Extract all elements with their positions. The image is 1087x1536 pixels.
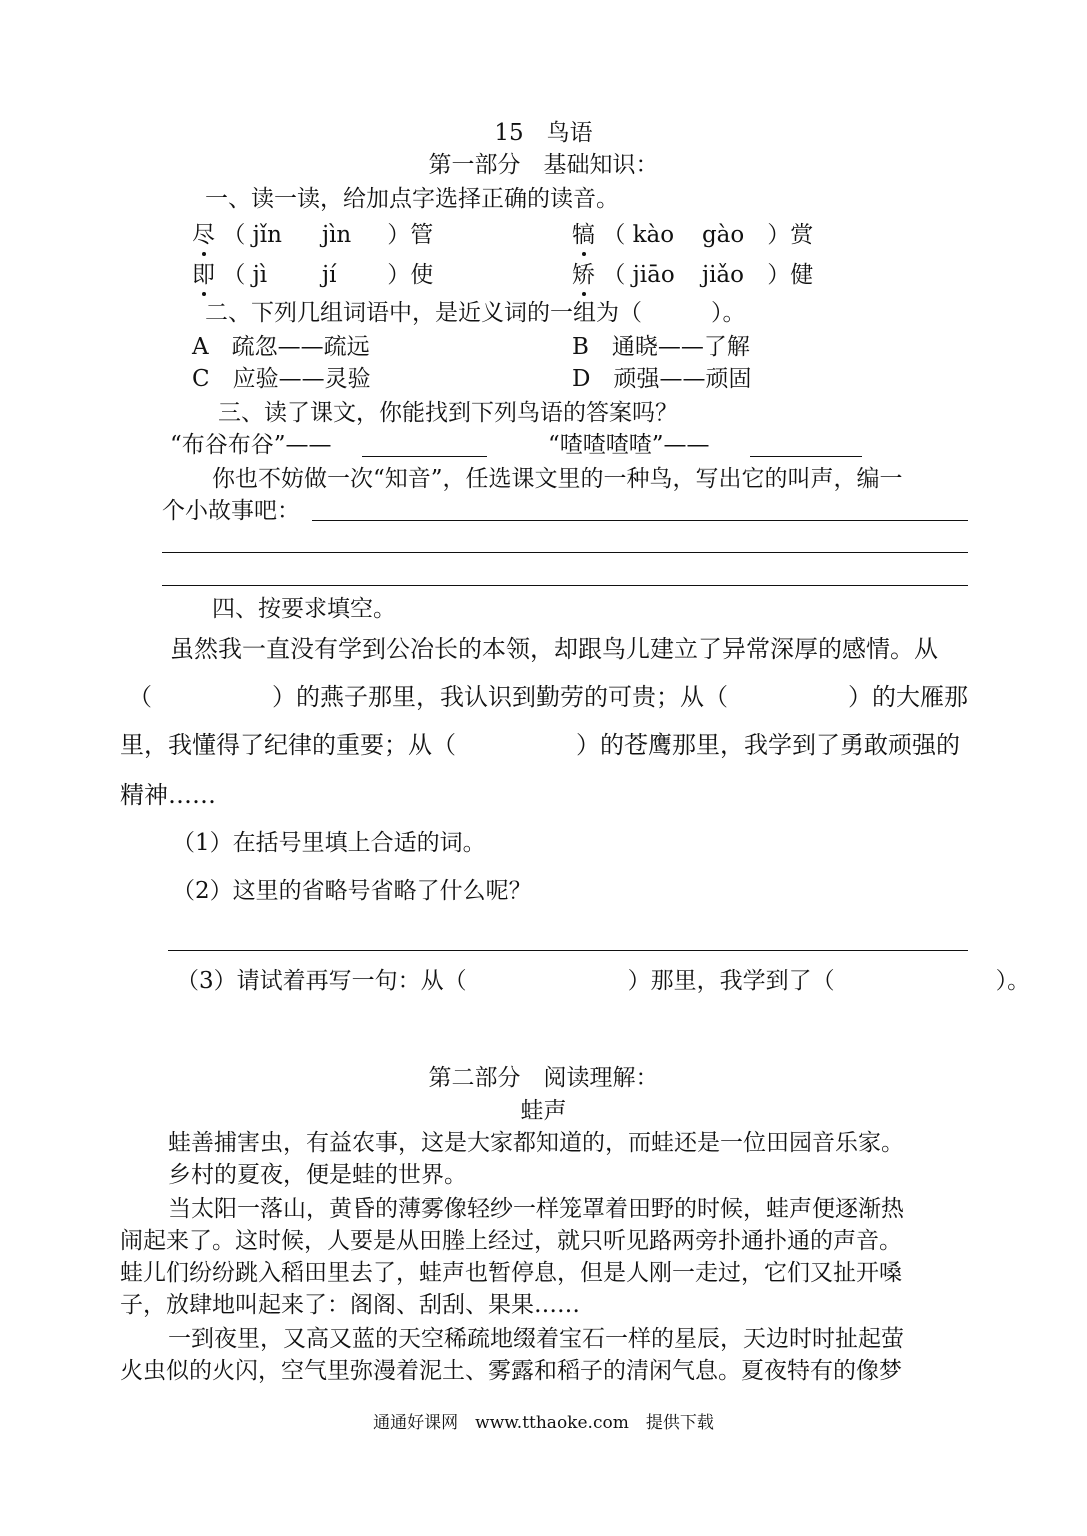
footer-credit: 通通好课网 www.tthaoke.com 提供下载 [373,1413,714,1433]
article-paragraph: 火虫似的火闪，空气里弥漫着泥土、雾露和稻子的清闲气息。夏夜特有的像梦 [120,1358,902,1384]
q1-item-4: 矫 （ jiāo jiǎo ）健 [572,262,814,288]
article-paragraph: 乡村的夏夜，便是蛙的世界。 [168,1162,467,1188]
q2-option-b: B 通晓——了解 [572,334,750,360]
q1-item-1: 尽 （ jǐn jìn ）管 [192,222,434,248]
answer-line-call-2[interactable] [750,456,862,457]
q4-passage-line-1: 虽然我一直没有学到公冶长的本领，却跟鸟儿建立了异常深厚的感情。从 [170,635,938,663]
article-paragraph: 蛙儿们纷纷跳入稻田里去了，蛙声也暂停息，但是人刚一走过，它们又扯开嗓 [120,1260,902,1286]
q1-item-3: 即 （ jì jí ）使 [192,262,434,288]
article-paragraph: 当太阳一落山，黄昏的薄雾像轻纱一样笼罩着田野的时候，蛙声便逐渐热 [168,1196,904,1222]
q4-sub-2: （2）这里的省略号省略了什么呢？ [172,878,532,904]
dotted-char: 即 [192,262,215,288]
q2-option-c: C 应验——灵验 [192,366,371,392]
q4-label: 四、按要求填空。 [212,596,396,622]
q1-label: 一、读一读，给加点字选择正确的读音。 [205,186,619,212]
q3-call-1: “布谷布谷”—— [170,432,332,458]
article-paragraph: 子，放肆地叫起来了：阁阁、刮刮、果果…… [120,1292,580,1318]
answer-line-call-1[interactable] [362,456,487,457]
q2-option-d: D 顽强——顽固 [572,366,752,392]
q4-passage-line-4: 精神…… [120,781,216,809]
page-title: 15 鸟语 [494,120,593,146]
dotted-char: 犒 [572,222,595,248]
q3-call-2: “喳喳喳喳”—— [548,432,710,458]
answer-line-story-2[interactable] [162,552,968,553]
article-title: 蛙声 [520,1098,567,1124]
answer-line-story-3[interactable] [162,585,968,586]
answer-line-story-1[interactable] [312,520,968,521]
q3-story-line-1: 你也不妨做一次“知音”，任选课文里的一种鸟，写出它的叫声，编一 [212,466,903,492]
part1-heading: 第一部分 基础知识： [428,152,659,178]
article-paragraph: 蛙善捕害虫，有益农事，这是大家都知道的，而蛙还是一位田园音乐家。 [168,1130,904,1156]
article-paragraph: 一到夜里，又高又蓝的天空稀疏地缀着宝石一样的星辰，天边时时扯起萤 [168,1326,904,1352]
q4-sub-3: （3）请试着再写一句：从（ ）那里，我学到了（ ）。 [176,968,1031,994]
q4-passage-line-2: （ ）的燕子那里，我认识到勤劳的可贵；从（ ）的大雁那 [128,683,968,711]
q3-label: 三、读了课文，你能找到下列鸟语的答案吗？ [218,400,678,426]
answer-line-ellipsis[interactable] [168,950,968,951]
q1-item-2: 犒 （ kào gào ）赏 [572,222,814,248]
dotted-char: 尽 [192,222,215,248]
q2-label: 二、下列几组词语中，是近义词的一组为（ ）。 [205,300,746,326]
q4-passage-line-3: 里，我懂得了纪律的重要；从（ ）的苍鹰那里，我学到了勇敢顽强的 [120,731,960,759]
q3-story-line-2: 个小故事吧： [162,498,300,524]
q2-option-a: A 疏忽——疏远 [192,334,370,360]
dotted-char: 矫 [572,262,595,288]
part2-heading: 第二部分 阅读理解： [428,1065,659,1091]
q4-sub-1: （1）在括号里填上合适的词。 [172,830,486,856]
article-paragraph: 闹起来了。这时候，人要是从田塍上经过，就只听见路两旁扑通扑通的声音。 [120,1228,902,1254]
